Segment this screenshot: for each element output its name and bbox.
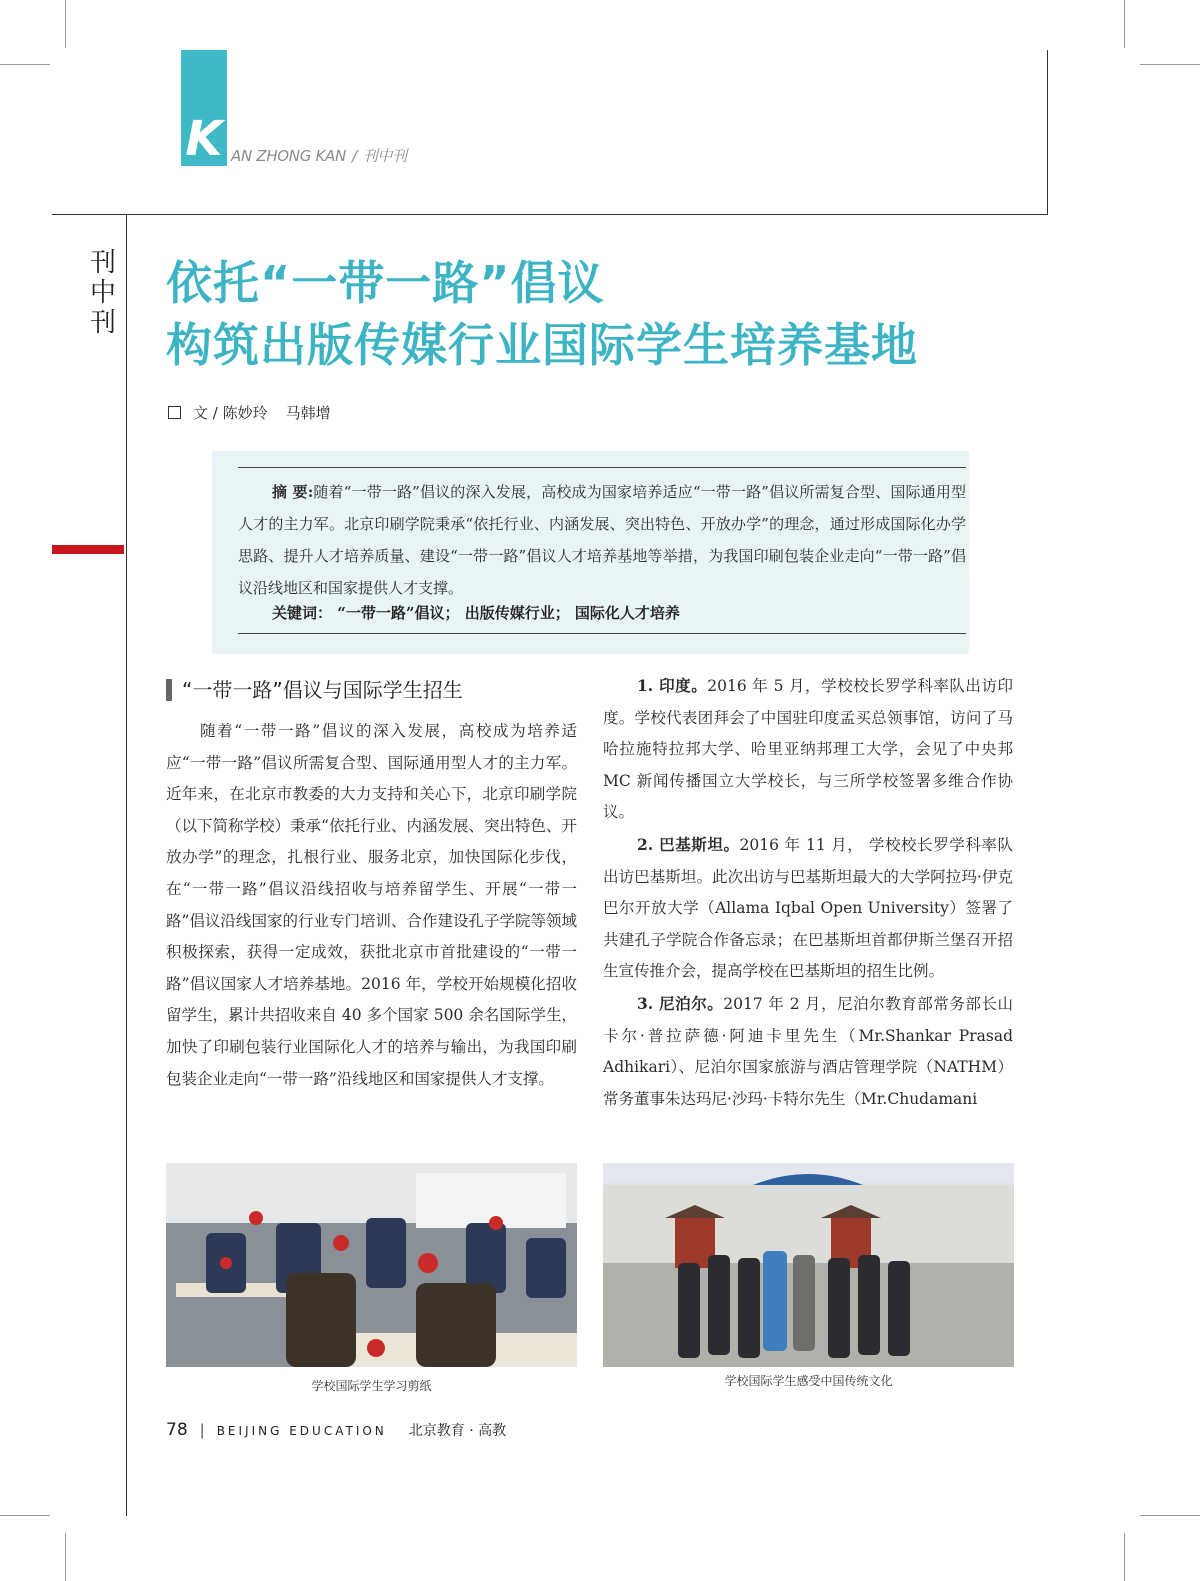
abstract-top-rule [238,467,966,468]
crop-mark [65,1533,66,1581]
brand-name [231,145,407,166]
photo-temple-illustration [603,1163,1014,1367]
crop-mark [0,1515,50,1516]
brand-initial: K [185,111,223,167]
section-heading-text: “一带一路”倡议与国际学生招生 [182,678,463,702]
photo-paper-cutting-illustration [166,1163,577,1367]
photo-paper-cutting [166,1163,577,1367]
byline-authors: 文 / 陈妙玲 [193,404,268,422]
item-text: 2016 年 5 月，学校校长罗学科率队出访印度。学校代表团拜会了中国驻印度孟买总领事馆，访问了马哈拉施特拉邦大学、哈里亚纳邦理工大学，会见了中央邦 MC 新闻传播国立大学校长，与三所学校签署多维合作协议。 [603,677,1014,822]
byline-second-author: 马韩增 [285,404,331,422]
margin-rule [126,214,127,1516]
brand-separator: / [351,147,357,165]
left-column [166,716,577,1095]
title-line-1: 依托“一带一路”倡议 [166,256,605,310]
abstract [238,476,966,604]
abstract-text: 随着“一带一路”倡议的深入发展，高校成为国家培养适应“一带一路”倡议所需复合型、国际通用型人才的主力军。北京印刷学院秉承“依托行业、内涵发展、突出特色、开放办学”的理念，通过形成国际化办学思路、提升人才培养质量、建设“一带一路”倡议人才培养基地等举措，为我国印刷包装企业走向“一带一路”倡议沿线地区和国家提供人才支撑。 [238,483,966,597]
crop-mark [1124,0,1125,48]
item-text: 2017 年 2 月，尼泊尔教育部常务部长山卡尔·普拉萨德·阿迪卡里先生（Mr.Shankar Prasad Adhikari）、尼泊尔国家旅游与酒店管理学院（NATHM）常务董事朱达玛尼·沙玛·卡特尔先生（Mr.Chudamani [603,994,1014,1108]
article-title [166,252,1026,376]
magazine-name-en: BEIJING EDUCATION [216,1424,387,1438]
abstract-bottom-rule [238,633,966,634]
body-paragraph: 随着“一带一路”倡议的深入发展，高校成为培养适应“一带一路”倡议所需复合型、国际通用型人才的主力军。近年来，在北京市教委的大力支持和关心下，北京印刷学院（以下简称学校）秉承“依托行业、内涵发展、突出特色、开放办学”的理念，扎根行业、服务北京，加快国际化步伐，在“一带一路”倡议沿线招收与培养留学生、开展“一带一路”倡议沿线国家的行业专门培训、合作建设孔子学院等领域积极探索，获得一定成效，获批北京市首批建设的“一带一路”倡议国家人才培养基地。2016 年，学校开始规模化招收留学生，累计共招收来自 40 多个国家 500 余名国际学生，加快了印刷包装行业国际化人才的培养与输出，为我国印刷包装企业走向“一带一路”沿线地区和国家提供人才支撑。 [166,722,577,1088]
page-number: 78 [166,1420,188,1440]
item-text: 2016 年 11 月， 学校校长罗学科率队出访巴基斯坦。此次出访与巴基斯坦最大的大学阿拉玛·伊克巴尔开放大学（Allama Iqbal Open University）签署了共建孔子学院合作备忘录；在巴基斯坦首都伊斯兰堡召开招生宣传推介会，提高学校在巴基斯坦的招生比例。 [603,835,1013,981]
section-heading [166,674,463,703]
photo-right-caption: 学校国际学生感受中国传统文化 [724,1374,893,1388]
item-lead: 1. 印度。 [637,676,708,695]
right-column [603,670,1013,1115]
body-paragraph-india [603,670,1013,829]
accent-bar [52,545,124,554]
brand-name-en: AN ZHONG KAN [231,147,346,165]
header-rule [52,214,1048,215]
crop-mark [1124,1533,1125,1581]
crop-mark [1140,1515,1200,1516]
brand-name-cn: 刊中刊 [362,147,407,165]
crop-mark [0,64,50,65]
item-lead: 3. 尼泊尔。 [637,993,724,1013]
heading-bar [166,679,172,701]
page-footer [166,1420,506,1440]
footer-separator: | [199,1421,205,1439]
section-tag: 刊中刊 [89,248,116,338]
photo-temple-of-heaven [603,1163,1014,1367]
byline-box-icon [168,406,181,419]
item-lead: 2. 巴基斯坦。 [637,834,740,854]
keywords: 关键词： “一带一路”倡议； 出版传媒行业； 国际化人才培养 [272,604,680,622]
body-paragraph-pakistan [603,829,1013,988]
crop-mark [1140,64,1200,65]
body-paragraph-nepal [603,988,1013,1115]
title-line-2: 构筑出版传媒行业国际学生培养基地 [166,318,918,372]
byline [168,402,331,423]
photo-left-caption: 学校国际学生学习剪纸 [311,1379,432,1393]
crop-mark [65,0,66,48]
header-side-rule [1047,50,1048,215]
abstract-label: 摘 要: [272,483,314,501]
magazine-name-cn: 北京教育 · 高教 [408,1423,507,1439]
